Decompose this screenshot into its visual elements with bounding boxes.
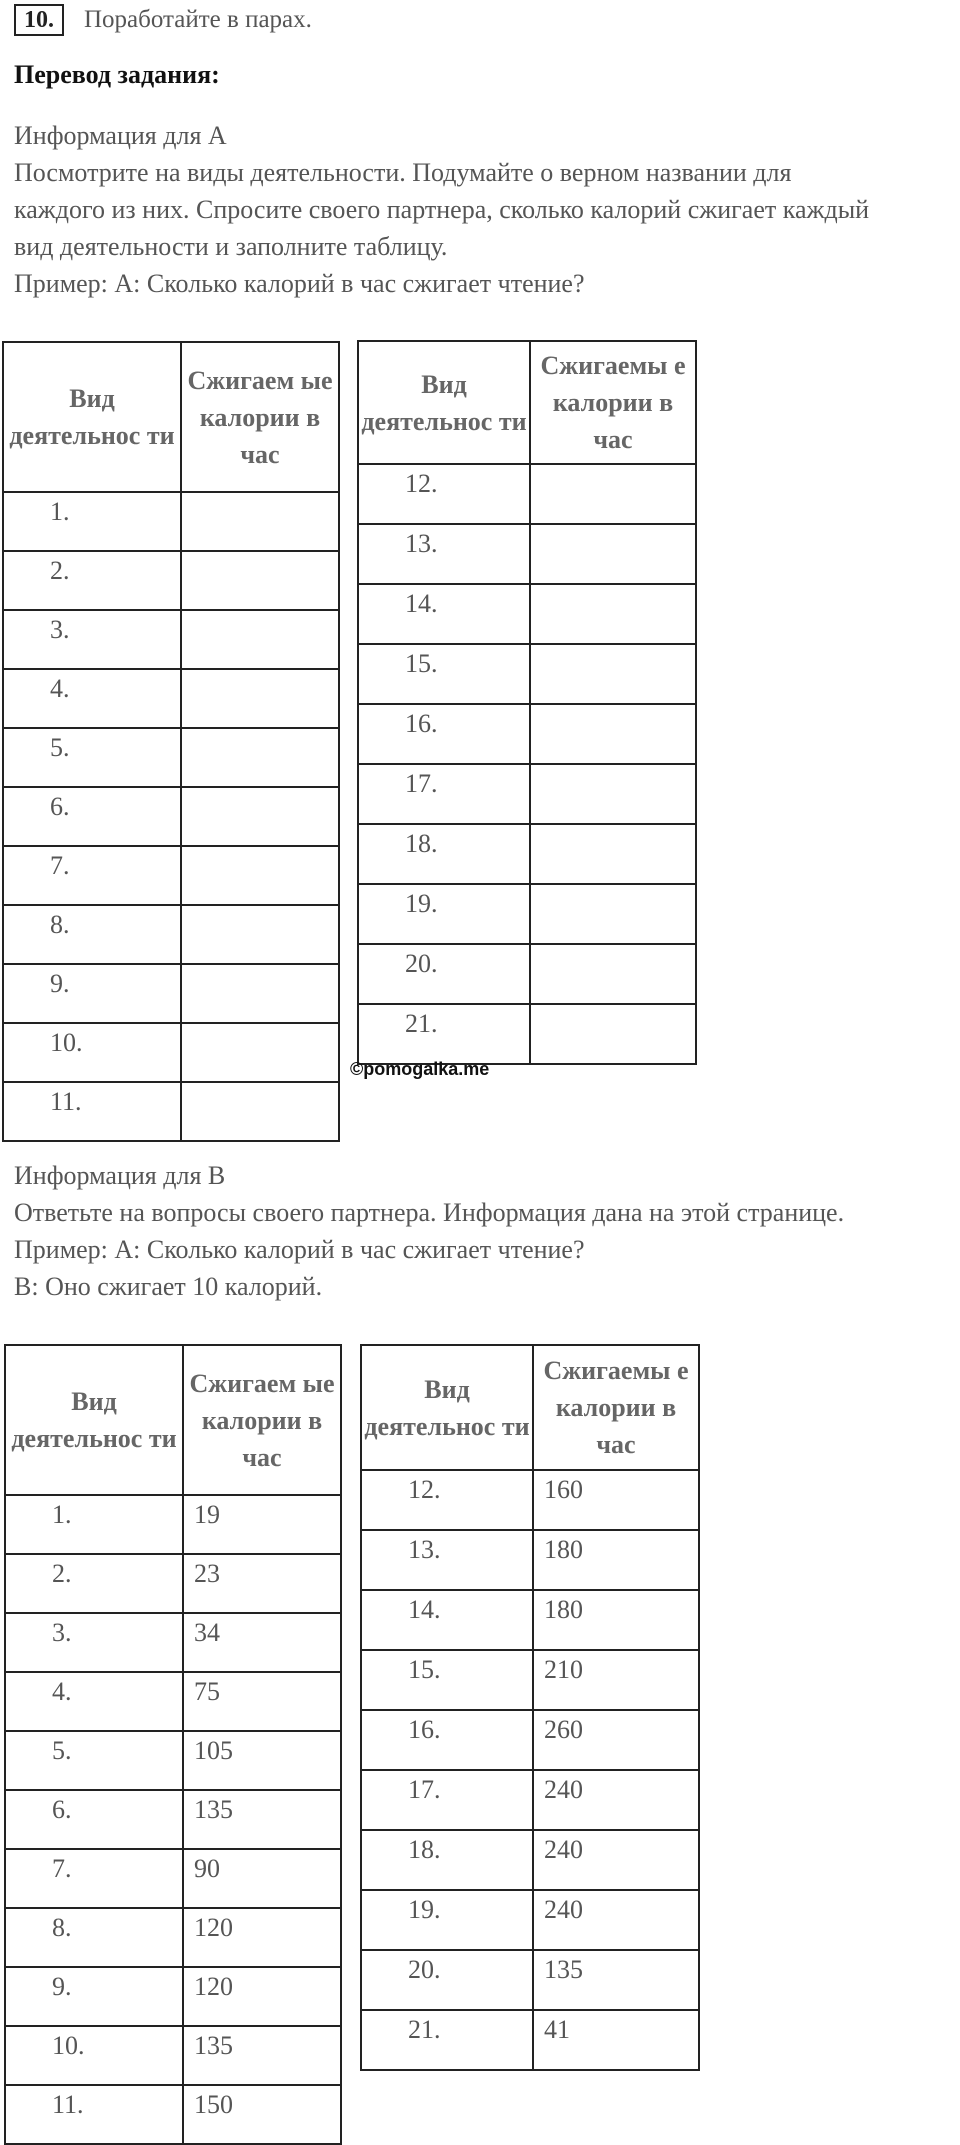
table-row — [361, 1710, 699, 1770]
calories-cell: 180 — [533, 1530, 699, 1590]
table-row — [3, 492, 339, 551]
section-a-line: Информация для А — [14, 121, 227, 150]
row-number-cell: 11. — [3, 1082, 181, 1141]
calories-cell — [181, 728, 339, 787]
row-number-cell: 1. — [3, 492, 181, 551]
calories-cell: 90 — [183, 1849, 341, 1908]
calories-cell — [181, 1023, 339, 1082]
calories-cell — [530, 824, 696, 884]
calories-cell: 260 — [533, 1710, 699, 1770]
table-row — [358, 884, 696, 944]
calories-cell — [530, 884, 696, 944]
table-row — [3, 787, 339, 846]
row-number-cell: 19. — [358, 884, 530, 944]
row-number-cell: 14. — [358, 584, 530, 644]
calories-cell — [181, 669, 339, 728]
section-a-text — [14, 117, 949, 302]
column-header-calories: Сжигаемы е калории в час — [530, 341, 696, 464]
row-number-cell: 9. — [3, 964, 181, 1023]
table-row — [358, 464, 696, 524]
calories-cell — [181, 551, 339, 610]
table-row — [3, 846, 339, 905]
row-number-cell: 2. — [5, 1554, 183, 1613]
table-row — [358, 824, 696, 884]
section-a-line: Пример: А: Сколько калорий в час сжигает чтение? — [14, 269, 585, 298]
table-row — [3, 728, 339, 787]
row-number-cell: 21. — [358, 1004, 530, 1064]
calories-cell — [530, 944, 696, 1004]
column-header-calories: Сжигаемы е калории в час — [533, 1345, 699, 1470]
column-header-activity: Вид деятельнос ти — [5, 1345, 183, 1495]
table-row — [358, 524, 696, 584]
calories-cell: 210 — [533, 1650, 699, 1710]
table-row — [361, 1830, 699, 1890]
table-row — [361, 1650, 699, 1710]
calories-cell — [181, 905, 339, 964]
translation-heading: Перевод задания: — [14, 60, 220, 89]
table-row — [3, 905, 339, 964]
calories-cell — [181, 787, 339, 846]
section-b-line: Пример: А: Сколько калорий в час сжигает чтение? — [14, 1235, 585, 1264]
table-row — [5, 1554, 341, 1613]
table-row — [5, 2085, 341, 2144]
row-number-cell: 9. — [5, 1967, 183, 2026]
calories-cell — [530, 1004, 696, 1064]
row-number-cell: 20. — [361, 1950, 533, 2010]
calories-cell: 240 — [533, 1830, 699, 1890]
calories-cell — [530, 644, 696, 704]
table-row — [5, 1731, 341, 1790]
table-row — [5, 1908, 341, 1967]
row-number-cell: 10. — [5, 2026, 183, 2085]
row-number-cell: 6. — [5, 1790, 183, 1849]
table-row — [358, 764, 696, 824]
calories-cell: 105 — [183, 1731, 341, 1790]
calories-cell — [181, 1082, 339, 1141]
row-number-cell: 12. — [358, 464, 530, 524]
table-row — [5, 1849, 341, 1908]
calories-cell — [530, 464, 696, 524]
table-row — [358, 644, 696, 704]
row-number-cell: 7. — [5, 1849, 183, 1908]
row-number-cell: 16. — [358, 704, 530, 764]
table-row — [3, 1082, 339, 1141]
row-number-cell: 8. — [5, 1908, 183, 1967]
table-row — [3, 964, 339, 1023]
table-row — [358, 704, 696, 764]
row-number-cell: 20. — [358, 944, 530, 1004]
table-row — [358, 944, 696, 1004]
row-number-cell: 21. — [361, 2010, 533, 2070]
table-row — [361, 2010, 699, 2070]
row-number-cell: 15. — [358, 644, 530, 704]
calories-cell — [181, 964, 339, 1023]
calories-cell: 150 — [183, 2085, 341, 2144]
calories-cell — [530, 524, 696, 584]
table-row — [358, 1004, 696, 1064]
table-row — [5, 2026, 341, 2085]
calories-cell: 41 — [533, 2010, 699, 2070]
calories-cell — [181, 610, 339, 669]
table-row — [358, 584, 696, 644]
table-row — [361, 1590, 699, 1650]
table-a-right — [357, 340, 697, 1065]
calories-cell: 135 — [183, 2026, 341, 2085]
section-b-line: В: Оно сжигает 10 калорий. — [14, 1272, 323, 1301]
table-row — [361, 1890, 699, 1950]
row-number-cell: 17. — [361, 1770, 533, 1830]
table-row — [5, 1495, 341, 1554]
row-number-cell: 3. — [3, 610, 181, 669]
column-header-calories: Сжигаем ые калории в час — [181, 342, 339, 492]
row-number-cell: 4. — [5, 1672, 183, 1731]
table-row — [5, 1672, 341, 1731]
row-number-cell: 1. — [5, 1495, 183, 1554]
calories-cell: 34 — [183, 1613, 341, 1672]
calories-cell: 23 — [183, 1554, 341, 1613]
calories-cell: 120 — [183, 1908, 341, 1967]
calories-cell — [181, 492, 339, 551]
table-row — [5, 1967, 341, 2026]
table-row — [5, 1613, 341, 1672]
calories-cell — [530, 764, 696, 824]
row-number-cell: 18. — [358, 824, 530, 884]
table-row — [3, 610, 339, 669]
calories-cell — [530, 704, 696, 764]
calories-cell: 160 — [533, 1470, 699, 1530]
table-row — [3, 669, 339, 728]
calories-cell — [181, 846, 339, 905]
row-number-cell: 13. — [358, 524, 530, 584]
row-number-cell: 2. — [3, 551, 181, 610]
table-b-right — [360, 1344, 700, 2071]
watermark: ©pomogalka.me — [350, 1059, 490, 1079]
row-number-cell: 19. — [361, 1890, 533, 1950]
calories-cell: 240 — [533, 1770, 699, 1830]
row-number-cell: 4. — [3, 669, 181, 728]
column-header-activity: Вид деятельнос ти — [361, 1345, 533, 1470]
section-b-text — [14, 1157, 949, 1305]
column-header-calories: Сжигаем ые калории в час — [183, 1345, 341, 1495]
calories-cell: 75 — [183, 1672, 341, 1731]
calories-cell — [530, 584, 696, 644]
calories-cell: 135 — [183, 1790, 341, 1849]
row-number-cell: 7. — [3, 846, 181, 905]
column-header-activity: Вид деятельнос ти — [358, 341, 530, 464]
row-number-cell: 5. — [5, 1731, 183, 1790]
table-row — [361, 1950, 699, 2010]
table-row — [361, 1770, 699, 1830]
row-number-cell: 16. — [361, 1710, 533, 1770]
table-a-left — [2, 341, 340, 1142]
row-number-cell: 11. — [5, 2085, 183, 2144]
table-row — [361, 1470, 699, 1530]
table-b-left — [4, 1344, 342, 2145]
task-number: 10. — [14, 4, 64, 36]
row-number-cell: 3. — [5, 1613, 183, 1672]
row-number-cell: 6. — [3, 787, 181, 846]
table-row — [5, 1790, 341, 1849]
section-b-line: Информация для В — [14, 1161, 226, 1190]
row-number-cell: 12. — [361, 1470, 533, 1530]
row-number-cell: 13. — [361, 1530, 533, 1590]
section-a-line: каждого из них. Спросите своего партнера, сколько калорий сжигает каждый — [14, 195, 870, 224]
table-row — [3, 551, 339, 610]
section-b-line: Ответьте на вопросы своего партнера. Информация дана на этой странице. — [14, 1198, 845, 1227]
row-number-cell: 5. — [3, 728, 181, 787]
column-header-activity: Вид деятельнос ти — [3, 342, 181, 492]
row-number-cell: 17. — [358, 764, 530, 824]
row-number-cell: 14. — [361, 1590, 533, 1650]
section-a-line: Посмотрите на виды деятельности. Подумайте о верном названии для — [14, 158, 792, 187]
calories-cell: 19 — [183, 1495, 341, 1554]
calories-cell: 120 — [183, 1967, 341, 2026]
calories-cell: 180 — [533, 1590, 699, 1650]
table-row — [361, 1530, 699, 1590]
row-number-cell: 10. — [3, 1023, 181, 1082]
row-number-cell: 15. — [361, 1650, 533, 1710]
calories-cell: 240 — [533, 1890, 699, 1950]
calories-cell: 135 — [533, 1950, 699, 2010]
task-instruction: Поработайте в парах. — [84, 6, 312, 33]
row-number-cell: 18. — [361, 1830, 533, 1890]
table-row — [3, 1023, 339, 1082]
section-a-line: вид деятельности и заполните таблицу. — [14, 232, 448, 261]
row-number-cell: 8. — [3, 905, 181, 964]
